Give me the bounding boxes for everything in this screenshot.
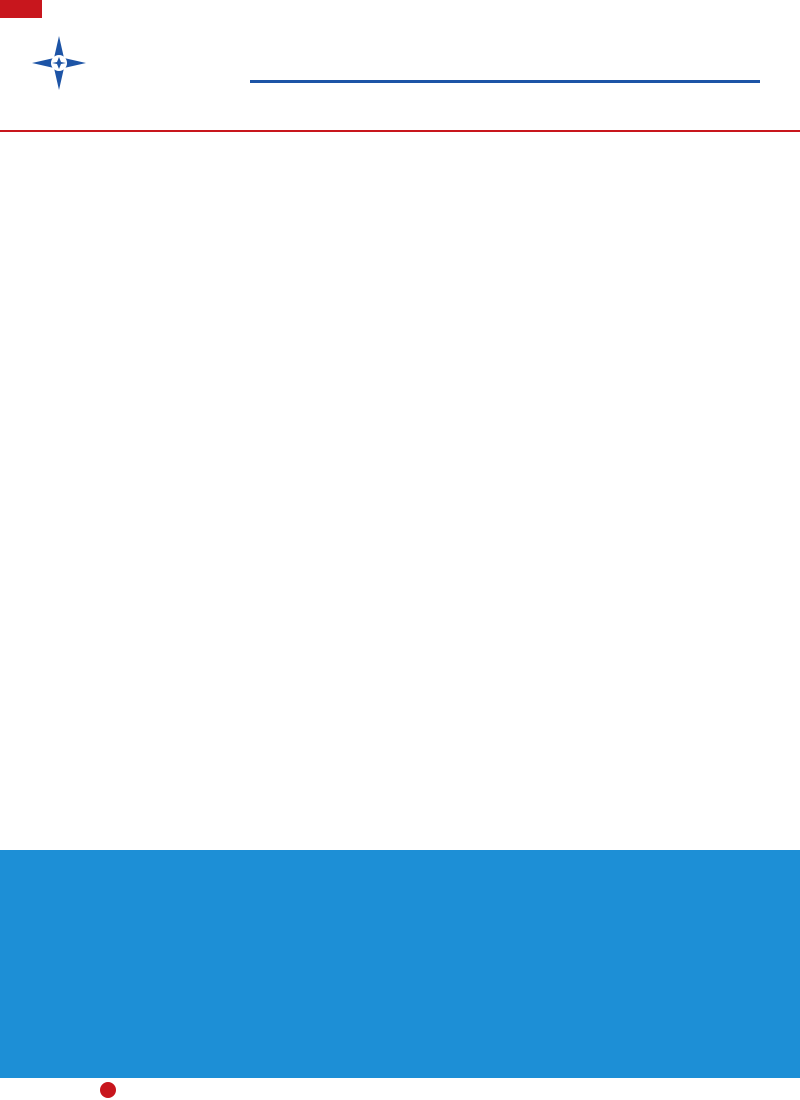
ad-tag [0,0,42,18]
header [0,18,800,130]
footer [0,1080,800,1100]
footer-brand-icon [100,1082,116,1098]
star-logo-icon [30,34,88,92]
title-band [0,130,800,188]
header-divider [250,80,760,83]
region-column [0,188,32,844]
contact-panel [0,850,800,1078]
